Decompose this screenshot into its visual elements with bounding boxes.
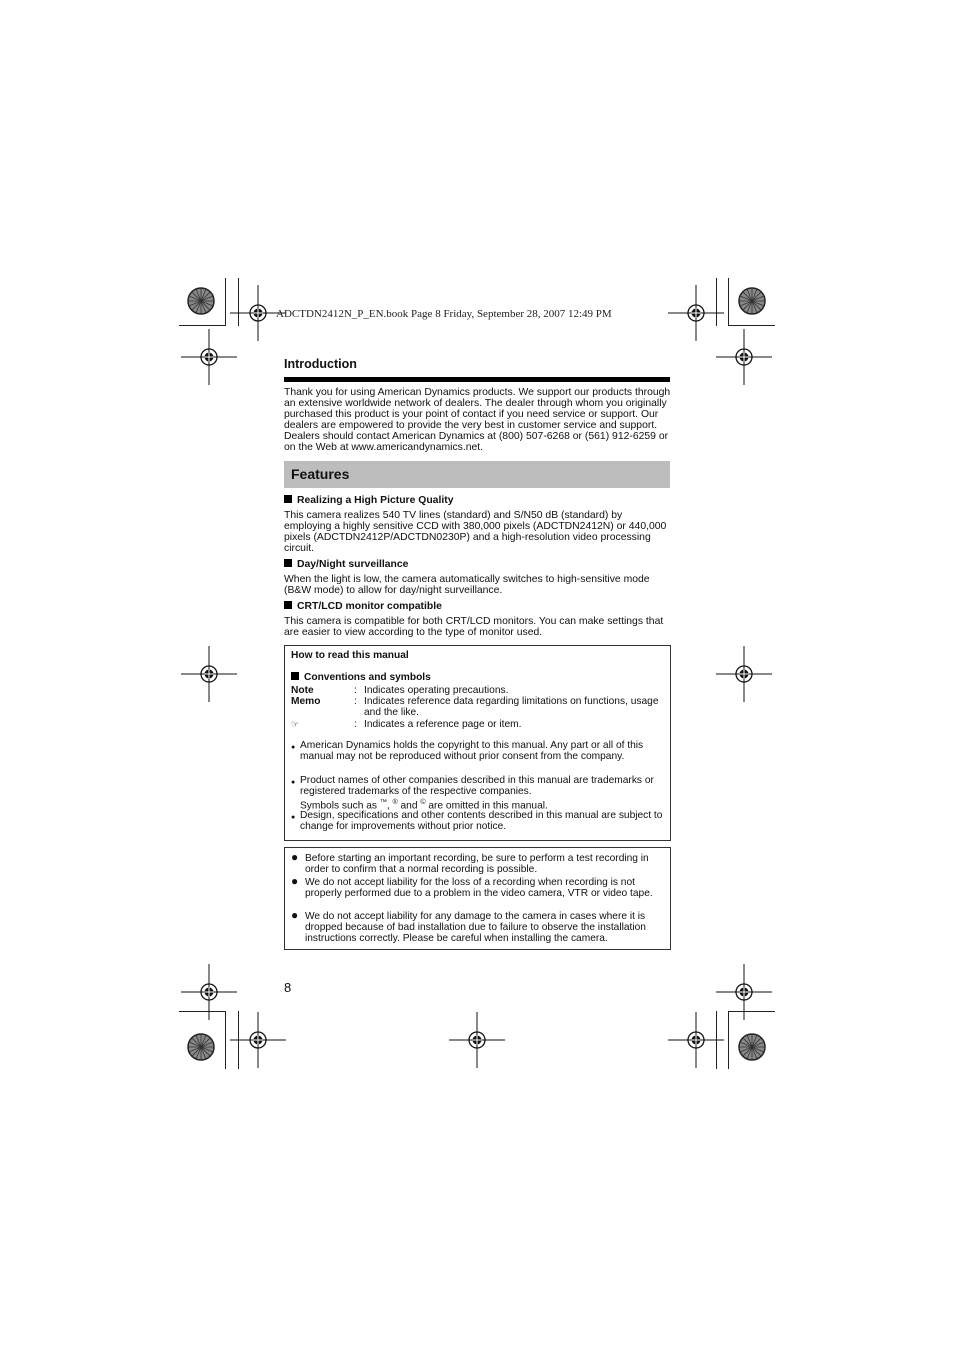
feature-heading-text: Day/Night surveillance bbox=[297, 559, 409, 570]
feature-heading-text: Realizing a High Picture Quality bbox=[297, 495, 454, 506]
feature-heading-picture-quality bbox=[284, 495, 453, 506]
symbol-value: Indicates reference data regarding limitations on functions, usage and the like. bbox=[364, 696, 659, 718]
bullet-icon: ● bbox=[291, 874, 299, 888]
registered-symbol: ® bbox=[392, 799, 398, 806]
symbol-colon: : bbox=[354, 696, 357, 707]
symbol-value: Indicates operating precautions. bbox=[364, 685, 509, 696]
copyright-symbol: © bbox=[420, 799, 426, 806]
square-bullet-icon bbox=[284, 559, 292, 567]
bullet-text: American Dynamics holds the copyright to this manual. Any part or all of this manual may not be reproduced without prior consent from the company. bbox=[300, 740, 644, 762]
manual-bullet-copyright bbox=[291, 740, 665, 774]
bullet-text: Design, specifications and other contents described in this manual are subject to change for improvements without prior notice. bbox=[300, 810, 663, 832]
bullet-text bbox=[300, 775, 668, 811]
feature-heading-text: CRT/LCD monitor compatible bbox=[297, 601, 442, 612]
symbols-prefix: Symbols such as bbox=[300, 800, 380, 812]
symbols-sep: , bbox=[386, 800, 393, 812]
symbols-suffix: are omitted in this manual. bbox=[425, 800, 548, 812]
bullet-icon: ● bbox=[291, 908, 299, 922]
title-rule bbox=[284, 377, 670, 382]
manual-box-title: How to read this manual bbox=[291, 650, 409, 661]
features-banner bbox=[284, 461, 670, 488]
features-title: Features bbox=[291, 466, 350, 482]
symbol-row-note bbox=[291, 685, 667, 696]
symbol-key: Memo bbox=[291, 696, 321, 707]
feature-heading-day-night bbox=[284, 559, 408, 570]
notes-box bbox=[284, 847, 671, 950]
page-number: 8 bbox=[284, 980, 292, 995]
trademark-text: Product names of other companies described in this manual are trademarks or registered trademarks of the respective companies. bbox=[300, 775, 654, 797]
manual-info-box bbox=[284, 645, 671, 841]
note-item-test-recording bbox=[291, 850, 669, 876]
note-text: Before starting an important recording, be sure to perform a test recording in order to confirm that a normal recording is possible. bbox=[305, 853, 649, 875]
bullet-icon: ● bbox=[291, 850, 299, 864]
manual-bullet-trademarks bbox=[291, 775, 665, 812]
trademark-symbol: ™ bbox=[379, 799, 387, 806]
note-item-liability-loss bbox=[291, 874, 669, 911]
symbol-row-memo bbox=[291, 696, 667, 718]
symbol-colon: : bbox=[354, 719, 357, 730]
print-header: ADCTDN2412N_P_EN.book Page 8 Friday, September 28, 2007 12:49 PM bbox=[276, 308, 612, 320]
note-text: We do not accept liability for the loss of a recording when recording is not properly performed due to a problem in the video camera, VTR or video tape. bbox=[305, 877, 653, 899]
square-bullet-icon bbox=[284, 601, 292, 609]
feature-body-picture-quality: This camera realizes 540 TV lines (standard) and S/N50 dB (standard) by employing a highly sensitive CCD with 380,000 pixels (ADCTDN2412N) or 440,000 pixels (ADCTDN2412P/ADCTDN0230P) and a high-resolution video processing circuit. bbox=[284, 510, 667, 555]
bullet-icon: ● bbox=[291, 814, 296, 821]
manual-bullet-design bbox=[291, 810, 665, 834]
intro-paragraph: Thank you for using American Dynamics products. We support our products through an extensive worldwide network of dealers. The dealer through whom you originally purchased this product is your point of contact if you need service or support. Our dealers are empowered to provide the very best in customer service and support. Dealers should contact American Dynamics at (800) 507-6268 or (561) 912-6259 or on the Web at www.americandynamics.net. bbox=[284, 387, 671, 454]
square-bullet-icon bbox=[284, 495, 292, 503]
feature-body-crt-lcd: This camera is compatible for both CRT/LCD monitors. You can make settings that are easier to view according to the type of monitor used. bbox=[284, 616, 664, 639]
conventions-heading-text: Conventions and symbols bbox=[304, 672, 431, 683]
square-bullet-icon bbox=[291, 672, 299, 680]
feature-heading-crt-lcd bbox=[284, 601, 442, 612]
conventions-heading bbox=[291, 672, 431, 683]
note-text: We do not accept liability for any damage to the camera in cases where it is dropped because of bad installation due to failure to observe the installation instructions correctly. Please be careful when installing the camera. bbox=[305, 911, 646, 944]
symbols-and: and bbox=[397, 800, 421, 812]
feature-body-day-night: When the light is low, the camera automatically switches to high-sensitive mode (B&W mode) to allow for day/night surveillance. bbox=[284, 574, 650, 597]
reference-hand-icon: ☞ bbox=[291, 719, 300, 729]
note-item-liability-damage bbox=[291, 908, 669, 945]
section-title: Introduction bbox=[284, 357, 357, 371]
symbol-colon: : bbox=[354, 685, 357, 696]
symbol-row-reference bbox=[291, 719, 667, 730]
symbol-value: Indicates a reference page or item. bbox=[364, 719, 522, 730]
bullet-icon: ● bbox=[291, 779, 296, 786]
symbol-key: Note bbox=[291, 685, 314, 696]
bullet-icon: ● bbox=[291, 744, 296, 751]
